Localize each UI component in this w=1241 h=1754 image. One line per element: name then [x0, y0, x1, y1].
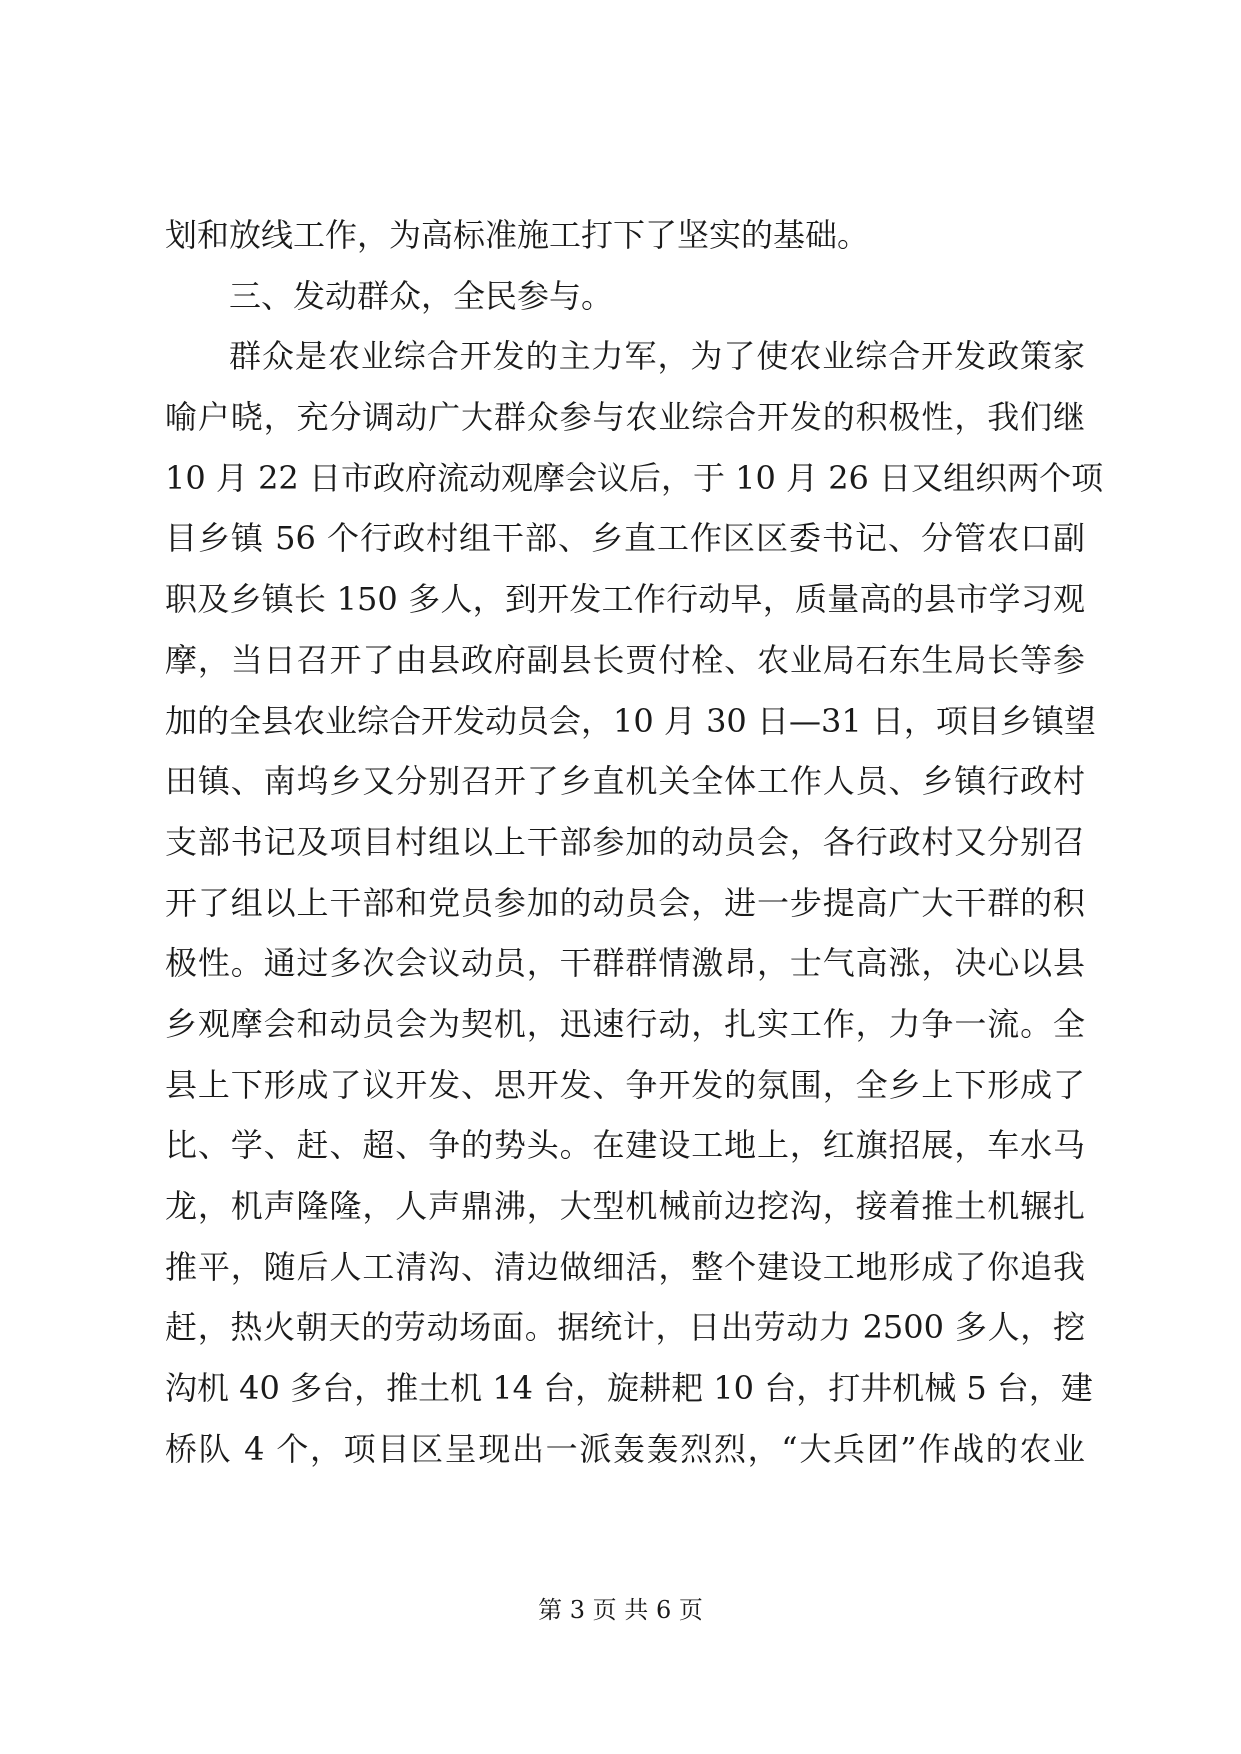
- paragraph-line: 赶，热火朝天的劳动场面。据统计，日出劳动力 2500 多人，挖: [165, 1308, 1085, 1347]
- paragraph-line: 划和放线工作，为高标准施工打下了坚实的基础。: [165, 216, 870, 254]
- page-number-footer: 第 3 页 共 6 页: [538, 1596, 703, 1624]
- section-heading: 三、发动群众，全民参与。: [229, 276, 614, 315]
- paragraph-line: 田镇、南坞乡又分别召开了乡直机关全体工作人员、乡镇行政村: [165, 762, 1085, 801]
- paragraph-line: 极性。通过多次会议动员，干群群情激昂，士气高涨，决心以县: [165, 944, 1085, 983]
- paragraph-line: 开了组以上干部和党员参加的动员会，进一步提高广大干群的积: [165, 883, 1085, 922]
- paragraph-line: 推平，随后人工清沟、清边做细活，整个建设工地形成了你追我: [165, 1247, 1085, 1286]
- paragraph-line: 目乡镇 56 个行政村组干部、乡直工作区区委书记、分管农口副: [165, 519, 1085, 558]
- paragraph-line: 比、学、赶、超、争的势头。在建设工地上，红旗招展，车水马: [165, 1126, 1085, 1165]
- paragraph-line: 10 月 22 日市政府流动观摩会议后，于 10 月 26 日又组织两个项: [165, 458, 1104, 497]
- paragraph-line: 职及乡镇长 150 多人，到开发工作行动早，质量高的县市学习观: [165, 580, 1085, 619]
- paragraph-line: 摩，当日召开了由县政府副县长贾付栓、农业局石东生局长等参: [165, 640, 1085, 679]
- paragraph-line: 乡观摩会和动员会为契机，迅速行动，扎实工作，力争一流。全: [165, 1004, 1085, 1043]
- body-text: [165, 205, 1104, 1479]
- paragraph-line: 加的全县农业综合开发动员会，10 月 30 日—31 日，项目乡镇望: [165, 701, 1096, 740]
- paragraph-line: 群众是农业综合开发的主力军，为了使农业综合开发政策家: [229, 337, 1085, 376]
- paragraph-line: 喻户晓，充分调动广大群众参与农业综合开发的积极性，我们继: [165, 398, 1085, 437]
- paragraph-line: 沟机 40 多台，推土机 14 台，旋耕耙 10 台，打井机械 5 台，建: [165, 1369, 1093, 1408]
- paragraph-line: 桥队 4 个，项目区呈现出一派轰轰烈烈，“大兵团”作战的农业: [165, 1429, 1085, 1468]
- paragraph-line: 龙，机声隆隆，人声鼎沸，大型机械前边挖沟，接着推土机辗扎: [165, 1187, 1085, 1225]
- paragraph-line: 县上下形成了议开发、思开发、争开发的氛围，全乡上下形成了: [165, 1065, 1085, 1104]
- paragraph-line: 支部书记及项目村组以上干部参加的动员会，各行政村又分别召: [165, 822, 1085, 861]
